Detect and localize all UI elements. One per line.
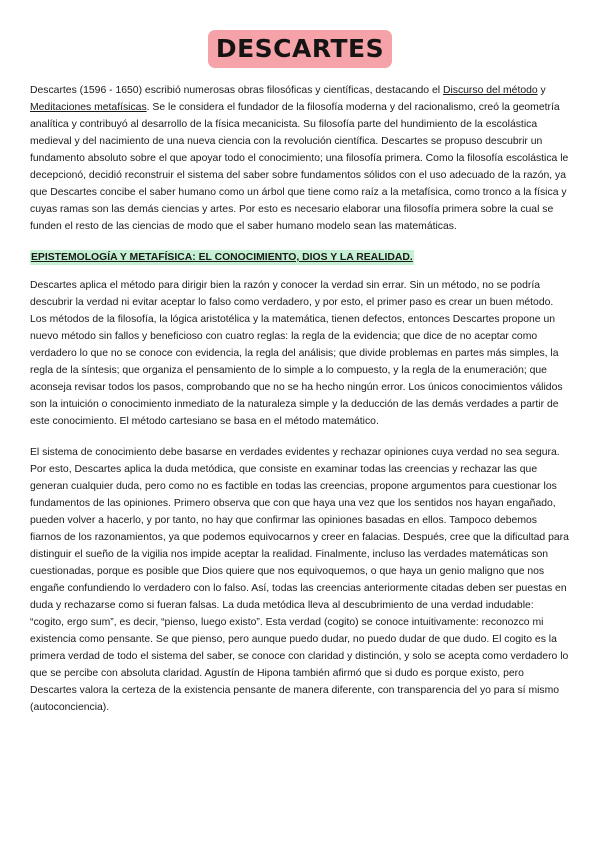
intro-text-start: Descartes (1596 - 1650) escribió numerosas obras filosóficas y científicas, destacando el (30, 85, 443, 96)
title-container (30, 0, 570, 68)
page-title: DESCARTES (208, 30, 392, 68)
intro-text-end: . Se le considera el fundador de la filosofía moderna y del racionalismo, creó la geometría analítica y contribuyó al desarrollo de la física mecanicista. Su filosofía parte del hundimiento de la escolástica medieval y del nacimiento de una nueva ciencia con la revolución científica. Descartes se propuso descubrir un fundamento absoluto sobre el que apoyar todo el conocimiento; una filosofía primera. Como la filosofía escolástica le decepcionó, decidió reconstruir el sistema del saber sobre fundamentos sólidos con el uso adecuado de la razón, ya que Descartes concibe el saber humano como un árbol que tiene como raíz a la metafísica, como tronco a la física y cuyas ramas son las demás ciencias y artes. Por esto es necesario elaborar una filosofía primera sobre la cual se funden el resto de las ciencias de modo que el saber humano modelo sean las matemáticas. (30, 102, 569, 232)
doubt-paragraph: El sistema de conocimiento debe basarse en verdades evidentes y rechazar opiniones cuya verdad no sea segura. Por esto, Descartes aplica la duda metódica, que consiste en examinar todas las creencias y rechazar las que generan cualquier duda, pero como no es factible en todas las creencias, propone argumentos para cuestionar los fundamentos de las opiniones. Primero observa que con que haya una vez que los sentidos nos hayan engañado, pueden volver a hacerlo, y por tanto, no hay que confirmar las opiniones basadas en ellos. Tampoco debemos fiarnos de los razonamientos, ya que podemos equivocarnos y creer en falacias. Después, cree que la dificultad para distinguir el sueño de la vigilia nos impide aceptar la realidad. Finalmente, incluso las verdades matemáticas son cuestionadas, porque es posible que Dios quiere que nos equivoquemos, o que haya un genio maligno que nos engañe confundiendo lo verdadero con lo falso. Así, todas las creencias anteriormente citadas deben ser puestas en duda y rechazarse como si fueran falsas. La duda metódica lleva al descubrimiento de una verdad indudable: “cogito, ergo sum”, es decir, “pienso, luego existo”. Esta verdad (cogito) se conoce intuitivamente: reconozco mi existencia como pensante. Se que pienso, pero aunque puedo dudar, no puedo dudar de que dudo. El cogito es la primera verdad de todo el sistema del saber, se conoce con claridad y distinción, y solo se acepta como verdadero lo que se percibe con absoluta claridad. Agustín de Hipona también afirmó que si dudo es porque existo, pero Descartes valora la certeza de la existencia pensante de manera diferente, con transparencia del yo para sí mismo (autoconciencia). (30, 447, 569, 713)
discurso-link: Discurso del método (442, 85, 538, 96)
intro-text-mid: y (537, 85, 546, 96)
method-paragraph: Descartes aplica el método para dirigir bien la razón y conocer la verdad sin errar. Sin un método, no se podría descubrir la verdad ni evitar aceptar lo falso como verdadero, y por esto, el primer paso es crear un buen método. Los métodos de la filosofía, la lógica aristotélica y la matemática, tienen defectos, entonces Descartes propone un nuevo método sin fallos y beneficioso con cuatro reglas: la regla de la evidencia; que dice de no aceptar como verdadero lo que no se conoce con evidencia, la regla del análisis; que divide problemas en partes más simples, la regla de la síntesis; que organiza el pensamiento de lo simple a lo compuesto, y la regla de la enumeración; que aconseja revisar todos los pasos, comprobando que no se ha hecho ningún error. Los únicos conocimientos válidos son la intuición o conocimiento inmediato de la naturaleza simple y la deducción de las demás verdades a partir de este conocimiento. El método cartesiano se basa en el método matemático. (30, 280, 563, 427)
intro-paragraph (30, 82, 570, 235)
section-heading-container (30, 247, 570, 265)
section-heading: EPISTEMOLOGÍA Y METAFÍSICA: EL CONOCIMIENTO, DIOS Y LA REALIDAD. (31, 252, 413, 263)
meditaciones-link: Meditaciones metafísicas (30, 102, 147, 113)
